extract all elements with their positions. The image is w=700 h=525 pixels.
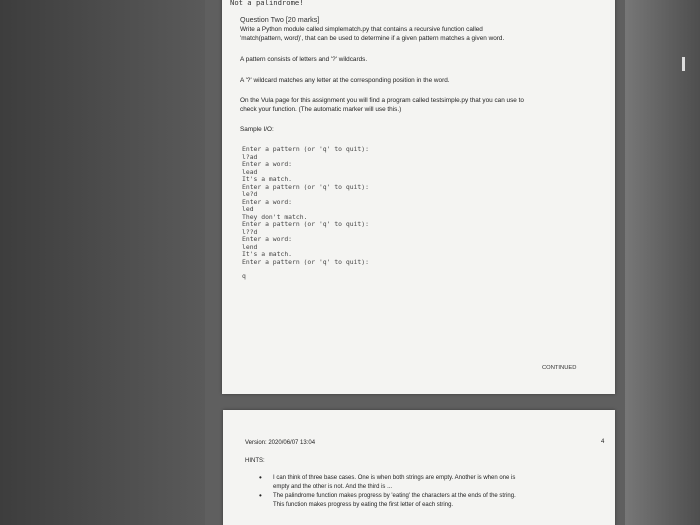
intro-line-1: Write a Python module called simplematch.py that contains a recursive function called: [240, 26, 483, 33]
vula-line-2: check your function. (The automatic marker will use this.): [240, 106, 402, 113]
hint-item: [273, 474, 515, 492]
sample-io-line: lead: [242, 167, 258, 176]
sample-io-line: Enter a word:: [242, 235, 293, 243]
sample-io-line: l?ad: [242, 152, 258, 161]
hint-item: [273, 492, 516, 510]
bullet-icon: •: [259, 491, 262, 500]
wildcard-definition: A '?' wildcard matches any letter at the corresponding position in the word.: [240, 77, 450, 84]
hint-line: The palindrome function makes progress by 'eating' the characters at the ends of the string.: [273, 493, 516, 499]
sample-label: Sample I/O:: [240, 126, 274, 133]
continued-label: CONTINUED: [542, 365, 577, 371]
hint-line: This function makes progress by eating the first letter of each string.: [273, 502, 454, 508]
sample-io-line: Enter a word:: [242, 160, 293, 168]
sample-io-line: lend: [242, 242, 258, 251]
bullet-icon: •: [259, 473, 262, 482]
background-left: [0, 0, 205, 525]
hint-line: empty and the other is not. And the third is ...: [273, 484, 393, 490]
hints-label: HINTS:: [245, 458, 265, 464]
sample-io-line: Enter a pattern (or 'q' to quit):: [242, 145, 369, 153]
sample-io-line: Enter a pattern (or 'q' to quit):: [242, 182, 369, 191]
sample-io-line: q: [242, 272, 246, 280]
sample-io-line: Enter a word:: [242, 197, 293, 206]
sample-io-line: l??d: [242, 227, 258, 236]
sample-io-line: It's a match.: [242, 250, 293, 258]
hint-line: I can think of three base cases. One is when both strings are empty. Another is when one is: [273, 475, 516, 481]
sample-io-line: Enter a pattern (or 'q' to quit):: [242, 257, 369, 266]
sample-io-line: It's a match.: [242, 175, 293, 183]
background-right: [625, 0, 700, 525]
pattern-definition: A pattern consists of letters and '?' wildcards.: [240, 56, 368, 63]
background-mark: [682, 57, 685, 71]
sample-io-line: le?d: [242, 190, 258, 198]
intro-line-2: 'match(pattern, word)', that can be used to determine if a given pattern matches a given word.: [240, 35, 505, 42]
top-output-text: Not a palindrome!: [230, 0, 304, 7]
sample-io-line: They don't match.: [242, 212, 308, 221]
sample-io-line: Enter a pattern (or 'q' to quit):: [242, 220, 369, 228]
question-title: Question Two [20 marks]: [240, 15, 320, 24]
document-page-1: [222, 0, 615, 394]
vula-line-1: On the Vula page for this assignment you will find a program called testsimple.py that you can use to: [240, 97, 524, 104]
page-number: 4: [601, 439, 605, 445]
sample-io-block: [242, 146, 369, 281]
sample-io-line: led: [242, 205, 254, 213]
document-page-2: [223, 410, 615, 525]
version-text: Version: 2020/06/07 13:04: [245, 440, 316, 446]
